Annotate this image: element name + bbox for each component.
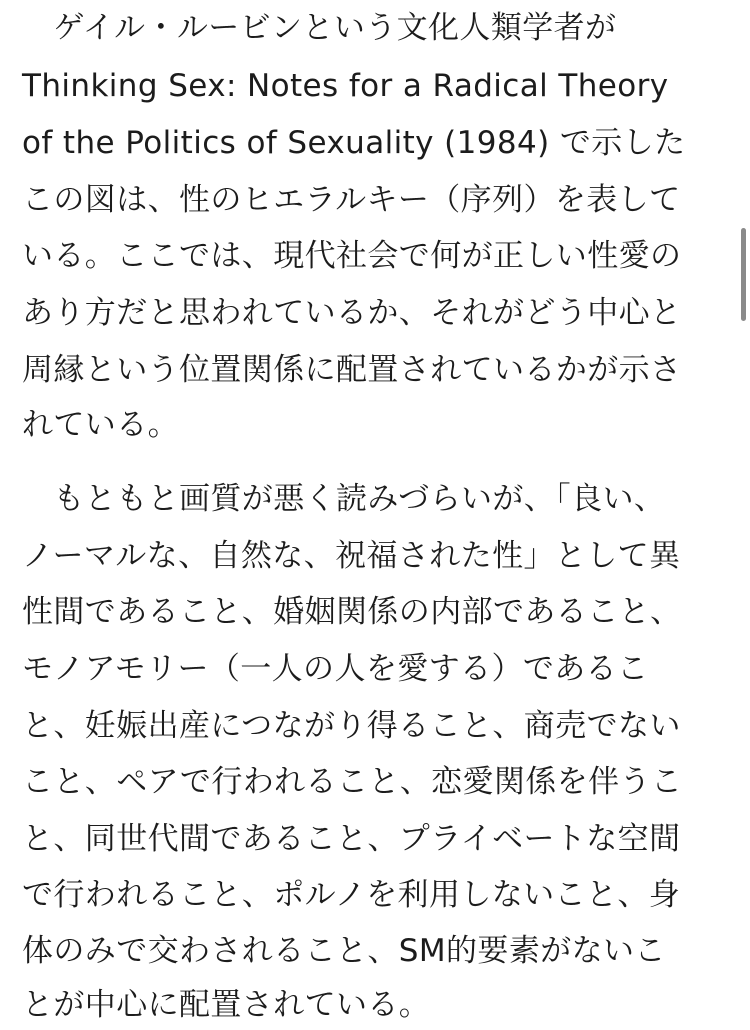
scroll-indicator[interactable] [741,228,746,321]
text-line: で行われること、ポルノを利用しないこと、身 [22,877,681,913]
text-line: れている。 [22,407,179,443]
text-line: 周縁という位置関係に配置されているかが示さ [22,352,682,388]
text-line: ノーマルな、自然な、祝福された性」として異 [22,538,681,574]
text-line: モノアモリー（一人の人を愛する）であるこ [22,651,649,687]
text-line: 体のみで交わされること、SM的要素がないこ [22,933,666,969]
text-line: こと、ペアで行われること、恋愛関係を伴うこ [22,764,683,800]
text-line: と、同世代間であること、プライベートな空間 [22,821,681,857]
text-line: もともと画質が悪く読みづらいが、「良い、 [22,481,666,517]
text-line: of the Politics of Sexuality (1984) で示した [22,125,686,161]
text-line: ゲイル・ルービンという文化人類学者が [22,10,617,46]
text-line: この図は、性のヒエラルキー（序列）を表して [22,182,681,218]
text-line: とが中心に配置されている。 [22,987,431,1023]
text-line: Thinking Sex: Notes for a Radical Theory [22,68,669,104]
text-line: いる。ここでは、現代社会で何が正しい性愛の [22,238,682,274]
text-line: あり方だと思われているか、それがどう中心と [22,295,682,331]
text-line: と、妊娠出産につながり得ること、商売でない [22,708,681,744]
text-line: 性間であること、婚姻関係の内部であること、 [22,594,682,630]
